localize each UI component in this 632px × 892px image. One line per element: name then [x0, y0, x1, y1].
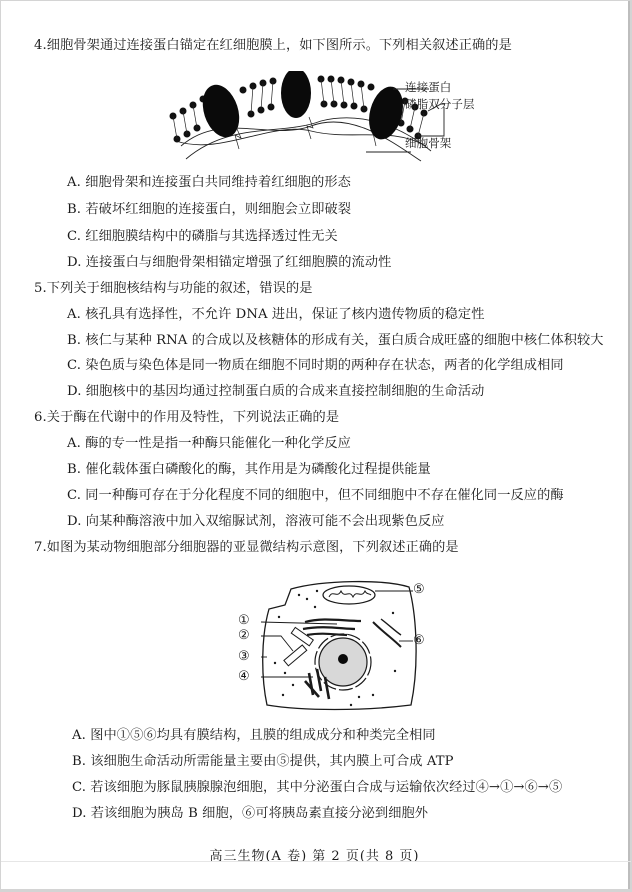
label-connecting-protein: 连接蛋白: [405, 80, 452, 94]
question-5-option-d: D. 细胞核中的基因均通过控制蛋白质的合成来直接控制细胞的生命活动: [67, 384, 485, 399]
question-4-option-a: A. 细胞骨架和连接蛋白共同维持着红细胞的形态: [67, 175, 351, 190]
question-4-stem: [34, 37, 512, 55]
label-3: ③: [238, 649, 250, 664]
question-7-option-c: C. 若该细胞为豚鼠胰腺腺泡细胞，其中分泌蛋白合成与运输依次经过④→①→⑥→⑤: [72, 780, 563, 795]
label-5: ⑤: [413, 582, 425, 597]
question-6-option-d: D. 向某种酶溶液中加入双缩脲试剂，溶液可能不会出现紫色反应: [67, 514, 445, 529]
question-7-stem: [34, 539, 459, 557]
label-4: ④: [238, 669, 250, 684]
question-text: 如图为某动物细胞部分细胞器的亚显微结构示意图，下列叙述正确的是: [46, 540, 459, 555]
question-7-option-a: A. 图中①⑤⑥均具有膜结构，且膜的组成成分和种类完全相同: [72, 728, 436, 743]
exam-page: [1, 1, 630, 889]
question-6-option-a: A. 酶的专一性是指一种酶只能催化一种化学反应: [67, 436, 351, 451]
question-6-stem: [34, 409, 339, 427]
question-7-option-d: D. 若该细胞为胰岛 B 细胞，⑥可将胰岛素直接分泌到细胞外: [72, 806, 429, 821]
question-number: 6.: [34, 410, 47, 425]
question-number: 5.: [34, 281, 47, 296]
question-5-option-b: B. 核仁与某种 RNA 的合成以及核糖体的形成有关，蛋白质合成旺盛的细胞中核仁体积较大: [67, 333, 604, 348]
page-footer: 高三生物(A 卷) 第 2 页(共 8 页): [209, 849, 420, 864]
question-6-option-c: C. 同一种酶可存在于分化程度不同的细胞中，但不同细胞中不存在催化同一反应的酶: [67, 488, 564, 503]
page-bottom-rule: [1, 861, 631, 862]
question-5-option-a: A. 核孔具有选择性，不允许 DNA 进出，保证了核内遗传物质的稳定性: [67, 307, 485, 322]
question-number: 4.: [34, 38, 47, 53]
question-6-option-b: B. 催化载体蛋白磷酸化的酶，其作用是为磷酸化过程提供能量: [67, 462, 431, 477]
label-2: ②: [238, 628, 250, 643]
label-phospholipid-bilayer: 磷脂双分子层: [405, 97, 475, 111]
label-1: ①: [238, 613, 250, 628]
question-5-stem: [34, 280, 313, 298]
animal-cell-diagram: [233, 577, 433, 712]
question-number: 7.: [34, 540, 47, 555]
question-5-option-c: C. 染色质与染色体是同一物质在细胞不同时期的两种存在状态，两者的化学组成相同: [67, 358, 564, 373]
question-text: 关于酶在代谢中的作用及特性，下列说法正确的是: [46, 410, 340, 425]
question-4-option-d: D. 连接蛋白与细胞骨架相锚定增强了红细胞膜的流动性: [67, 255, 392, 270]
question-text: 下列关于细胞核结构与功能的叙述，错误的是: [46, 281, 313, 296]
label-cytoskeleton: 细胞骨架: [405, 136, 452, 150]
question-4-option-b: B. 若破坏红细胞的连接蛋白，则细胞会立即破裂: [67, 202, 352, 217]
question-text: 细胞骨架通过连接蛋白锚定在红细胞膜上，如下图所示。下列相关叙述正确的是: [46, 38, 512, 53]
question-7-option-b: B. 该细胞生命活动所需能量主要由⑤提供，其内膜上可合成 ATP: [72, 754, 454, 769]
label-6: ⑥: [413, 633, 425, 648]
question-4-option-c: C. 红细胞膜结构中的磷脂与其选择透过性无关: [67, 229, 338, 244]
